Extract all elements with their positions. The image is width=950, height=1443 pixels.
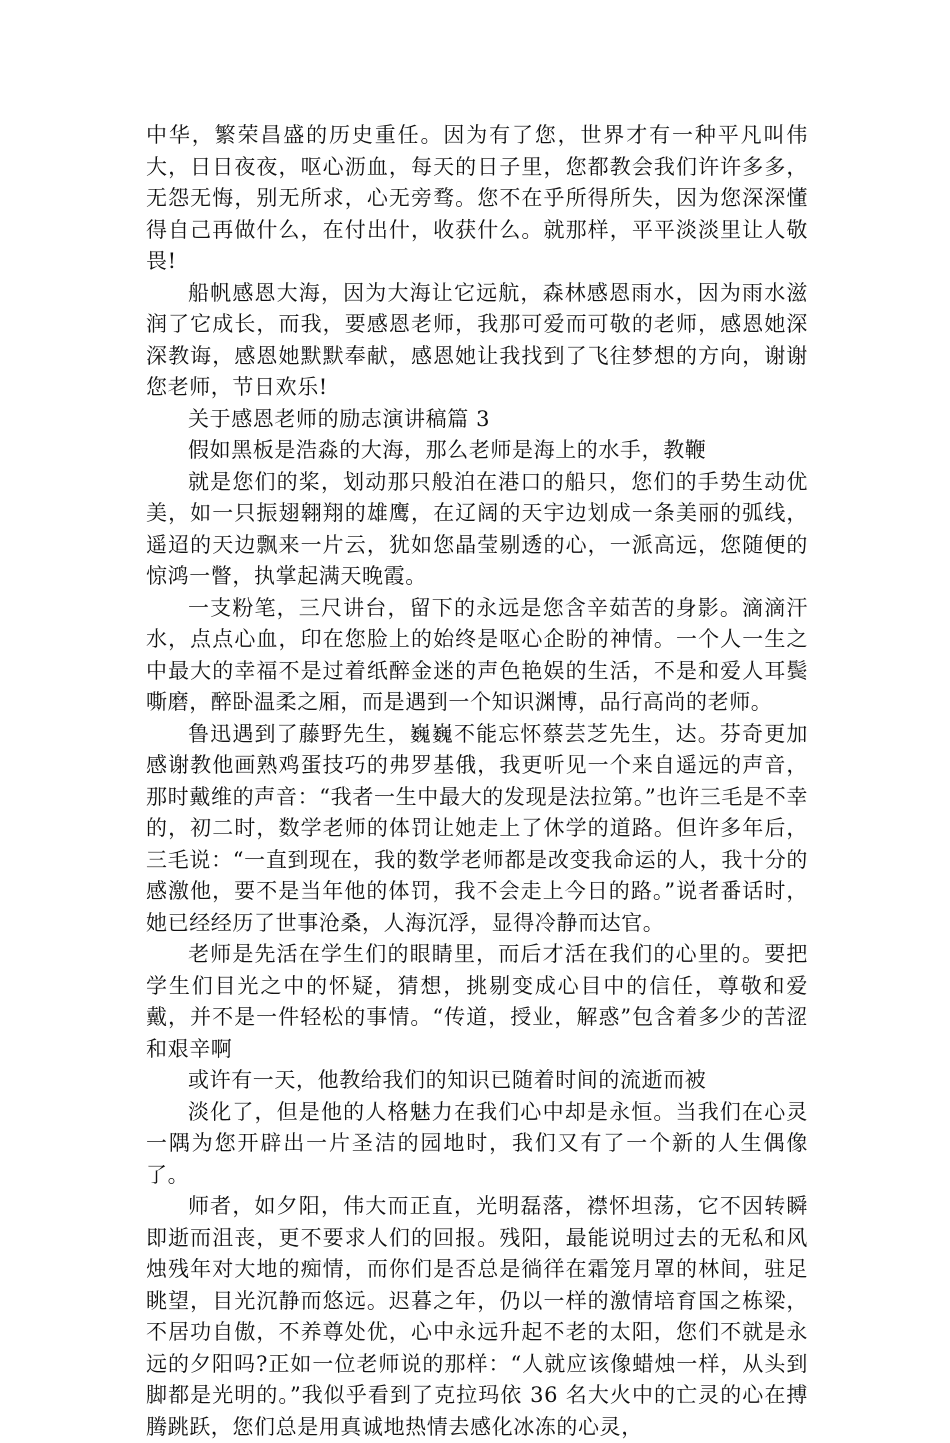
paragraph: 中华，繁荣昌盛的历史重任。因为有了您，世界才有一种平凡叫伟大，日日夜夜，呕心沥血，每天的日子里，您都教会我们许许多多，无怨无悔，别无所求，心无旁骛。您不在乎所得所失，因为您深深懂得自己再做什么，在付出什，收获什么。就那样，平平淡淡里让人敬畏! [146, 123, 808, 273]
paragraph: 就是您们的桨，划动那只般泊在港口的船只，您们的手势生动优美，如一只振翅翱翔的雄鹰，在辽阔的天宇边划成一条美丽的弧线，遥迢的天边飘来一片云，犹如您晶莹剔透的心，一派高远，您随便的惊鸿一瞥，执掌起满天晚霞。 [146, 469, 808, 588]
paragraph: 船帆感恩大海，因为大海让它远航，森林感恩雨水，因为雨水滋润了它成长，而我，要感恩老师，我那可爱而可敬的老师，感恩她深深教诲，感恩她默默奉献，感恩她让我找到了飞往梦想的方向，谢谢您老师，节日欢乐! [146, 280, 808, 399]
paragraph: 假如黑板是浩淼的大海，那么老师是海上的水手，教鞭 [188, 438, 707, 462]
paragraph: 或许有一天，他教给我们的知识已随着时间的流逝而被 [188, 1068, 707, 1092]
paragraph: 鲁迅遇到了藤野先生，巍巍不能忘怀蔡芸芝先生，达。芬奇更加感谢教他画熟鸡蛋技巧的弗罗基俄，我更听见一个来自遥远的声音，那时戴维的声音：“我者一生中最大的发现是法拉第。”也许三毛是不幸的，初二时，数学老师的体罚让她走上了休学的道路。但许多年后，三毛说：“一直到现在，我的数学老师都是改变我命运的人，我十分的感激他，要不是当年他的体罚，我不会走上今日的路。”说者番话时，她已经经历了世事沧桑，人海沉浮，显得冷静而达官。 [146, 721, 808, 935]
paragraph: 老师是先活在学生们的眼睛里，而后才活在我们的心里的。要把学生们目光之中的怀疑，猜想，挑剔变成心目中的信任，尊敬和爱戴，并不是一件轻松的事情。“传道，授业，解惑”包含着多少的苦涩和艰辛啊 [146, 942, 808, 1061]
section-heading: 关于感恩老师的励志演讲稿篇 3 [188, 406, 491, 431]
paragraph: 一支粉笔，三尺讲台，留下的永远是您含辛茹苦的身影。滴滴汗水，点点心血，印在您脸上的始终是呕心企盼的神情。一个人一生之中最大的幸福不是过着纸醉金迷的声色艳娱的生活，不是和爱人耳鬓嘶磨，醉卧温柔之厢，而是遇到一个知识渊博，品行高尚的老师。 [146, 595, 808, 714]
paragraph: 淡化了，但是他的人格魅力在我们心中却是永恒。当我们在心灵一隅为您开辟出一片圣洁的园地时，我们又有了一个新的人生偶像了。 [146, 1099, 808, 1187]
document-page [146, 120, 808, 1443]
paragraph: 师者，如夕阳，伟大而正直，光明磊落，襟怀坦荡，它不因转瞬即逝而沮丧，更不要求人们的回报。残阳，最能说明过去的无私和风烛残年对大地的痴情，而你们是否总是徜徉在霜笼月罩的林间，驻足眺望，目光沉静而悠远。迟暮之年，仍以一样的激情培育国之栋梁，不居功自傲，不养尊处优，心中永远升起不老的太阳，您们不就是永远的夕阳吗?正如一位老师说的那样：“人就应该像蜡烛一样，从头到脚都是光明的。”我似乎看到了克拉玛依 36 名大火中的亡灵的心在搏腾跳跃，您们总是用真诚地热情去感化冰冻的心灵， [146, 1194, 808, 1439]
